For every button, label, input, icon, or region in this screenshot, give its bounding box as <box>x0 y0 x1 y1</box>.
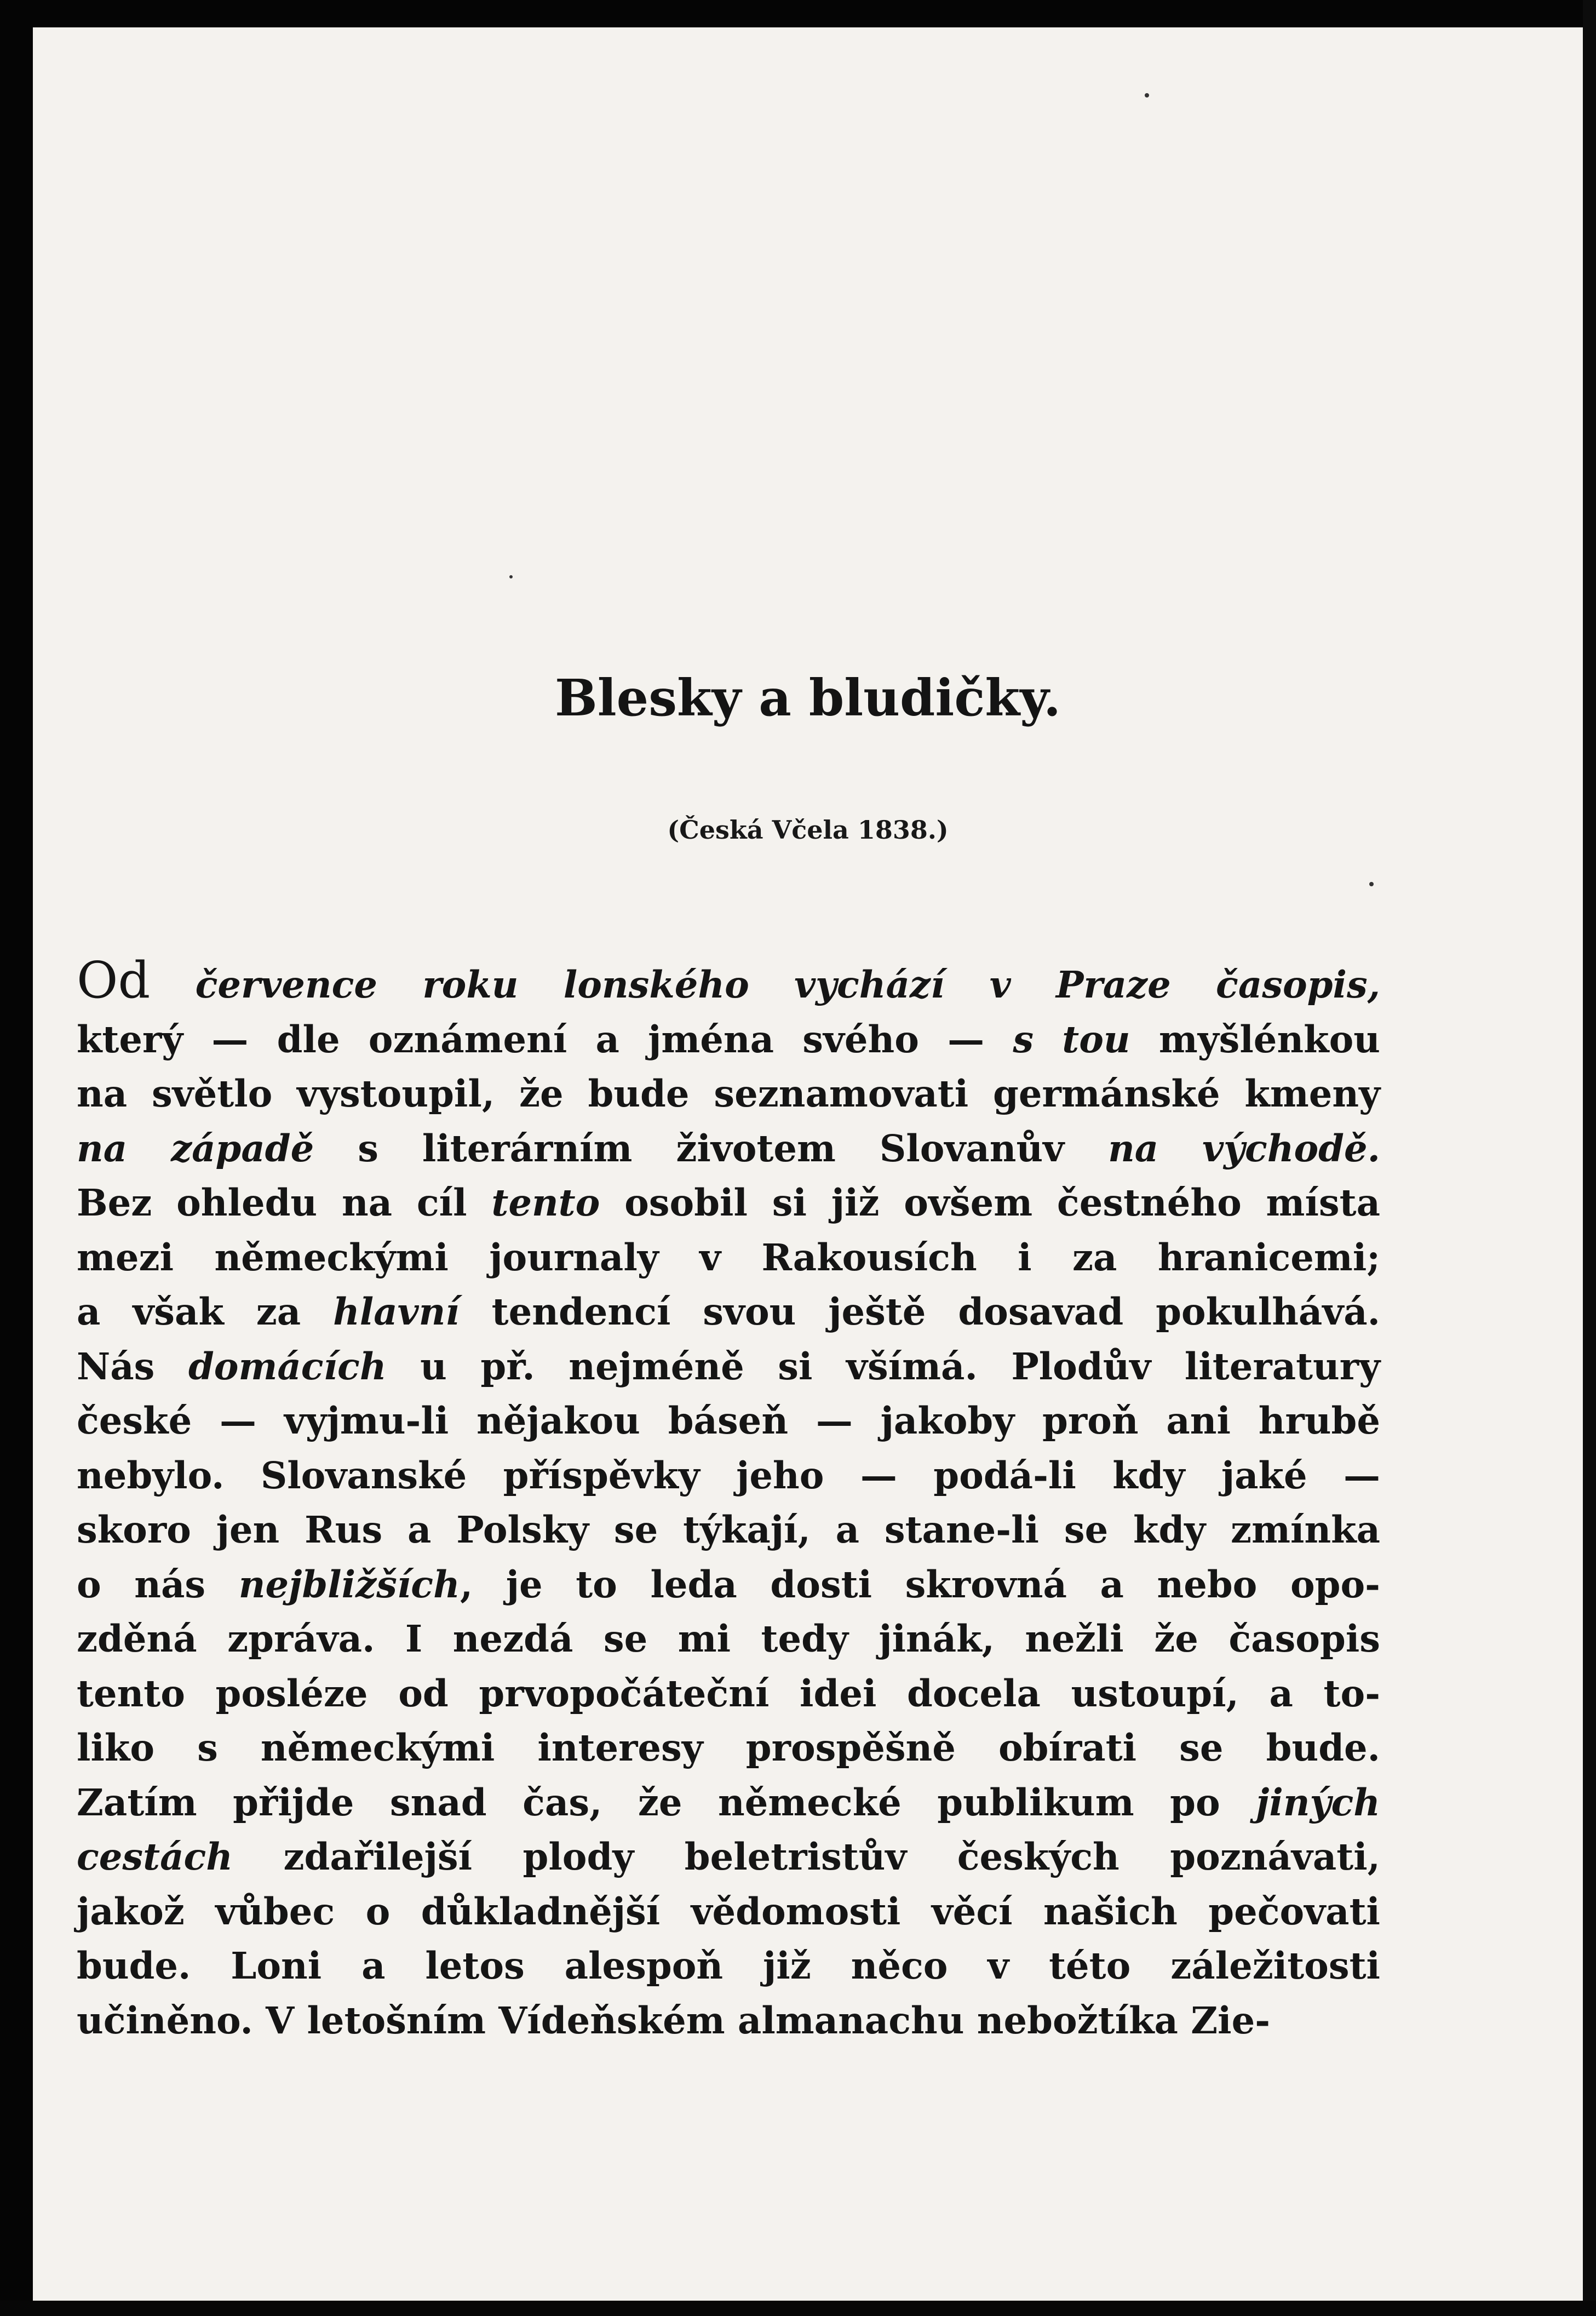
text-line <box>77 1993 1380 2048</box>
text-line <box>77 1448 1380 1503</box>
text-line <box>77 1503 1380 1557</box>
text-segment: , je to leda dosti skrovná a nebo opo- <box>460 1562 1380 1606</box>
emphasized-text: července roku lonského vychází v Praze časopis, <box>150 963 1380 1006</box>
emphasized-text: hlavní <box>333 1290 460 1333</box>
text-segment: zděná zpráva. I nezdá se mi tedy jinák, nežli že časopis <box>77 1617 1380 1660</box>
text-line <box>77 1394 1380 1448</box>
emphasized-text: jiných <box>1256 1780 1380 1824</box>
text-segment: jakož vůbec o důkladnější vědomosti věcí našich pečovati <box>77 1889 1380 1933</box>
emphasized-text: domácích <box>188 1344 387 1388</box>
text-segment: a však za <box>77 1290 334 1333</box>
text-segment: tento posléze od prvopočáteční idei docela ustoupí, a to- <box>77 1671 1380 1715</box>
text-line <box>77 1884 1380 1939</box>
text-segment: nebylo. Slovanské příspěvky jeho — podá-li kdy jaké — <box>77 1453 1380 1497</box>
text-segment: učiněno. V letošním Vídeňském almanachu nebožtíka Zie- <box>77 1998 1271 2042</box>
text-segment: české — vyjmu-li nějakou báseň — jakoby proň ani hrubě <box>77 1399 1380 1442</box>
text-segment: bude. Loni a letos alespoň již něco v této záležitosti <box>77 1944 1380 1987</box>
text-segment: Zatím přijde snad čas, že německé publikum po <box>77 1780 1256 1824</box>
text-segment: s literárním životem Slovanův <box>314 1126 1109 1170</box>
emphasized-text: nejbližších <box>238 1562 460 1606</box>
text-segment: myšlénkou <box>1130 1017 1380 1061</box>
article-body <box>77 953 1380 2048</box>
text-line <box>77 1230 1380 1285</box>
paper-speck <box>509 575 513 578</box>
emphasized-text: cestách <box>77 1835 233 1878</box>
text-segment: o nás <box>77 1562 239 1606</box>
scan-border-right <box>1583 0 1596 2316</box>
text-line <box>77 1176 1380 1230</box>
text-segment: u př. nejméně si všímá. Plodův literatury <box>386 1344 1381 1388</box>
text-segment: liko s německými interesy prospěšně obírati se bude. <box>77 1726 1380 1769</box>
article-source: (Česká Včela 1838.) <box>667 815 949 845</box>
text-segment: osobil si již ovšem čestného místa <box>600 1181 1380 1224</box>
text-segment: mezi německými journaly v Rakousích i za hranicemi; <box>77 1235 1380 1279</box>
text-line <box>77 1721 1380 1775</box>
text-line <box>77 1666 1380 1721</box>
text-line <box>77 1612 1380 1666</box>
text-line <box>77 1121 1380 1176</box>
text-segment: Nás <box>77 1344 188 1388</box>
text-line <box>77 1830 1380 1884</box>
initial-word: Od <box>77 951 151 1010</box>
emphasized-text: s tou <box>1013 1017 1130 1061</box>
text-line <box>77 1939 1380 1993</box>
article-title: Blesky a bludičky. <box>554 668 1061 727</box>
text-segment: na světlo vystoupil, že bude seznamovati germánské kmeny <box>77 1072 1380 1115</box>
text-line <box>77 1012 1380 1067</box>
emphasized-text: tento <box>491 1181 600 1224</box>
scan-border-top <box>0 0 1596 27</box>
scan-border-bottom <box>0 2301 1596 2316</box>
emphasized-text: na východě. <box>1108 1126 1380 1170</box>
paper-speck <box>1369 882 1374 886</box>
text-segment: zdařilejší plody beletristův českých poznávati, <box>233 1835 1380 1878</box>
text-line <box>77 1067 1380 1121</box>
text-line <box>77 1285 1380 1339</box>
book-page <box>33 27 1583 2301</box>
text-segment: Bez ohledu na cíl <box>77 1181 492 1224</box>
paper-speck <box>1145 93 1149 98</box>
scan-border-left <box>0 0 33 2316</box>
text-segment: skoro jen Rus a Polsky se týkají, a stane-li se kdy zmínka <box>77 1508 1380 1551</box>
text-line <box>77 953 1380 1012</box>
text-segment: který — dle oznámení a jména svého — <box>77 1017 1013 1061</box>
text-line <box>77 1339 1380 1394</box>
text-line <box>77 1557 1380 1612</box>
text-segment: tendencí svou ještě dosavad pokulhává. <box>459 1290 1380 1333</box>
text-line <box>77 1775 1380 1830</box>
emphasized-text: na západě <box>77 1126 314 1170</box>
